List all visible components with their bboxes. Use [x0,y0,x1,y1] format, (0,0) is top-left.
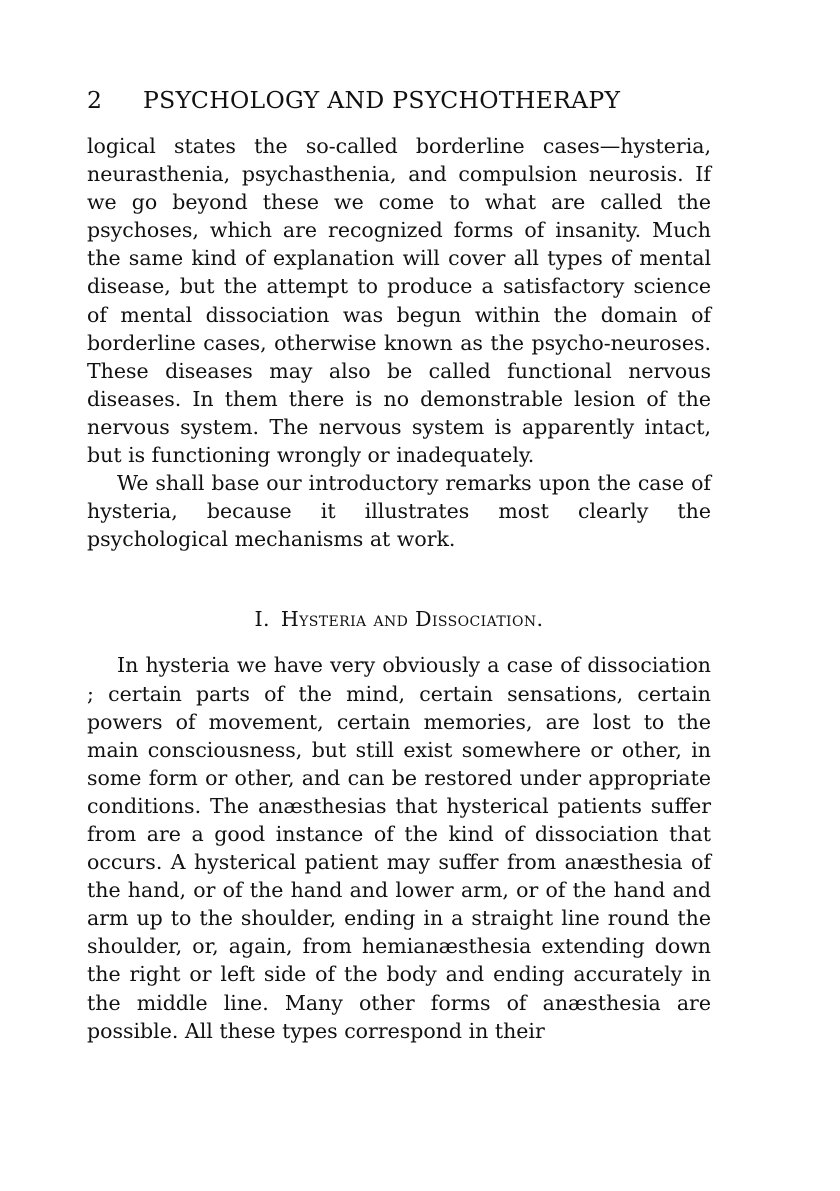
paragraph-hysteria-dissociation: In hysteria we have very obviously a case of dissociation ; certain parts of the mind, certain sensations, certain powers of movement, certain memories, are lost to the main consciousness, but still exist somewhere or other, in some form or other, and can be restored under appropriate conditions. The anæsthesias that hysterical patients suffer from are a good instance of the kind of dissociation that occurs. A hysterical patient may suffer from anæsthesia of the hand, or of the hand and lower arm, or of the hand and arm up to the shoulder, ending in a straight line round the shoulder, or, again, from hemianæsthesia extending down the right or left side of the body and ending accurately in the middle line. Many other forms of anæsthesia are possible. All these types correspond in their [87,653,711,1043]
section-title: Hysteria and Dissociation. [280,607,544,632]
section-heading [87,605,711,633]
running-header [87,86,717,118]
body-text [87,132,711,1045]
section-number: I. [254,607,270,632]
page-number: 2 [87,86,103,114]
running-title: PSYCHOLOGY AND PSYCHOTHERAPY [143,86,621,114]
paragraph-continuation: logical states the so-called borderline cases—hysteria, neurasthenia, psychasthenia, and compulsion neurosis. If we go beyond these we come to what are called the psychoses, which are recognized forms of insanity. Much the same kind of explanation will cover all types of mental disease, but the attempt to produce a satisfactory science of mental dissociation was begun within the domain of borderline cases, otherwise known as the psycho-neuroses. These diseases may also be called functional nervous diseases. In them there is no demonstrable lesion of the nervous system. The nervous system is apparently intact, but is functioning wrongly or inadequately. [87,134,711,468]
paragraph-introductory-remarks: We shall base our introductory remarks upon the case of hysteria, because it illustrates most clearly the psychological mechanisms at work. [87,471,711,552]
